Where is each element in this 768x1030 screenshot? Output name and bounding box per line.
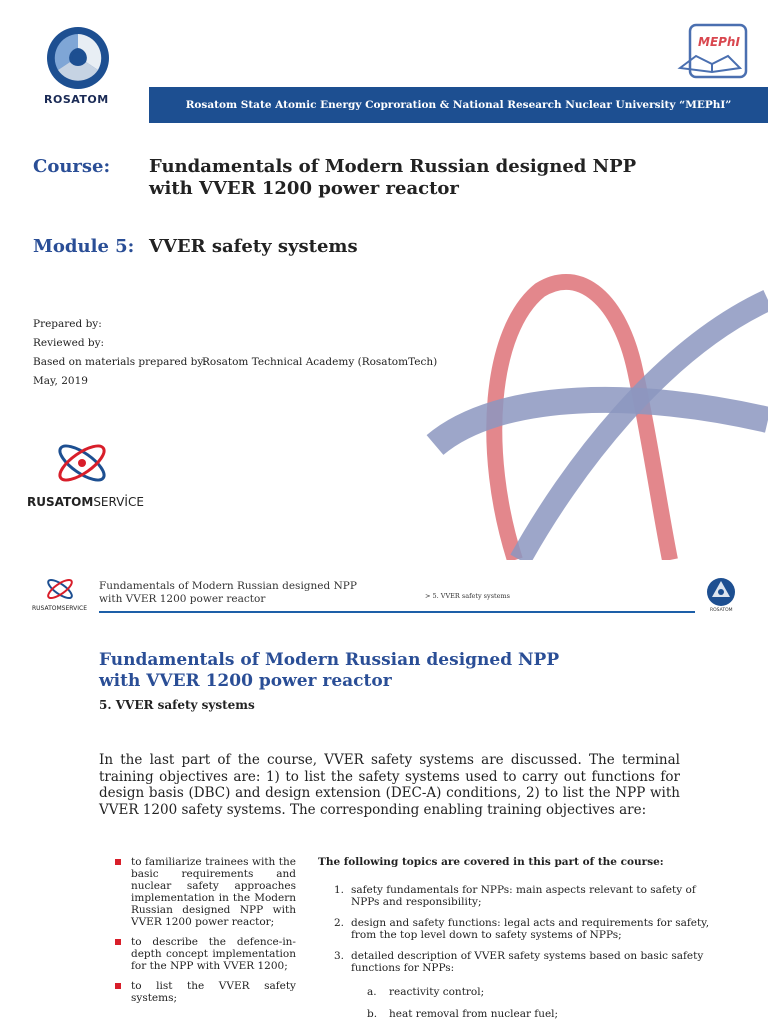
list-item-text: to describe the defence-in-depth concept implementation for the NPP with VVER 1200; bbox=[131, 936, 296, 972]
bullet-square-icon bbox=[115, 939, 121, 945]
list-item bbox=[367, 1008, 667, 1020]
topics-list bbox=[334, 884, 719, 983]
rusatom-word-light: SERVİCE bbox=[93, 495, 144, 509]
header-rusatom-text: RUSATOMSERVICE bbox=[32, 605, 87, 612]
list-item bbox=[334, 950, 719, 974]
list-number: 1. bbox=[334, 884, 345, 896]
rusatom-small-logo-icon bbox=[44, 575, 76, 603]
bullet-square-icon bbox=[115, 859, 121, 865]
list-item bbox=[113, 980, 296, 1004]
objectives-list bbox=[113, 856, 296, 1012]
rosatom-small-logo-icon bbox=[706, 577, 736, 607]
list-letter: b. bbox=[367, 1008, 378, 1020]
header-rosatom-text: ROSATOM bbox=[710, 608, 733, 613]
based-on-value: Rosatom Technical Academy (RosatomTech) bbox=[202, 356, 438, 368]
rusatom-word-bold: RUSATOM bbox=[27, 495, 94, 509]
module-label: Module 5: bbox=[33, 236, 135, 257]
list-item bbox=[334, 884, 719, 908]
subtopics-list bbox=[367, 986, 667, 1030]
banner-text: Rosatom State Atomic Energy Coproration & National Research Nuclear University “MEPhI” bbox=[185, 99, 732, 111]
rusatom-logo-icon bbox=[52, 437, 112, 489]
mephi-logo-icon bbox=[676, 22, 748, 80]
list-item-text: detailed description of VVER safety systems based on basic safety functions for NPPs: bbox=[351, 950, 704, 974]
list-number: 3. bbox=[334, 950, 345, 962]
page-subtitle: 5. VVER safety systems bbox=[99, 698, 255, 712]
list-item-text: reactivity control; bbox=[389, 986, 485, 998]
topics-heading: The following topics are covered in this part of the course: bbox=[318, 856, 664, 868]
list-item-text: to list the VVER safety systems; bbox=[131, 980, 296, 1004]
intro-paragraph: In the last part of the course, VVER safety systems are discussed. The terminal training objectives are: 1) to list the safety systems used to carry out functions for design basis (DBC) and design extension (DEC-A) conditions, 2) to list the NPP with VVER 1200 safety systems. The corresponding enabling training objectives are: bbox=[99, 752, 680, 818]
header-rule bbox=[99, 611, 695, 613]
list-item bbox=[367, 986, 667, 998]
list-item-text: to familiarize trainees with the basic requirements and nuclear safety approaches implementation in the Modern Russian designed NPP with VVER 1200 power reactor; bbox=[131, 856, 296, 928]
prepared-by-label: Prepared by: bbox=[33, 318, 102, 330]
list-item-text: heat removal from nuclear fuel; bbox=[389, 1008, 559, 1020]
module-title: VVER safety systems bbox=[149, 236, 358, 257]
list-item-text: safety fundamentals for NPPs: main aspects relevant to safety of NPPs and responsibility; bbox=[351, 884, 696, 908]
rusatom-service-wordmark bbox=[27, 495, 144, 509]
svg-text:MEPhI: MEPhI bbox=[698, 35, 740, 49]
page-title: Fundamentals of Modern Russian designed NPP with VVER 1200 power reactor bbox=[99, 650, 560, 691]
list-letter: a. bbox=[367, 986, 377, 998]
bullet-square-icon bbox=[115, 983, 121, 989]
header-section: > 5. VVER safety systems bbox=[425, 592, 510, 600]
list-item bbox=[113, 856, 296, 928]
decorative-arcs-icon bbox=[420, 270, 768, 560]
date-text: May, 2019 bbox=[33, 375, 88, 387]
course-label: Course: bbox=[33, 156, 111, 177]
reviewed-by-label: Reviewed by: bbox=[33, 337, 105, 349]
header-course-title: Fundamentals of Modern Russian designed NPP with VVER 1200 power reactor bbox=[99, 580, 357, 605]
list-number: 2. bbox=[334, 917, 345, 929]
list-item-text: design and safety functions: legal acts and requirements for safety, from the top level down to safety systems of NPPs; bbox=[351, 917, 710, 941]
rosatom-logo-icon bbox=[40, 26, 116, 90]
list-item bbox=[334, 917, 719, 941]
list-item bbox=[113, 936, 296, 972]
rosatom-wordmark: ROSATOM bbox=[44, 93, 109, 106]
based-on-label: Based on materials prepared by: bbox=[33, 356, 207, 368]
course-title: Fundamentals of Modern Russian designed NPP with VVER 1200 power reactor bbox=[149, 156, 637, 199]
